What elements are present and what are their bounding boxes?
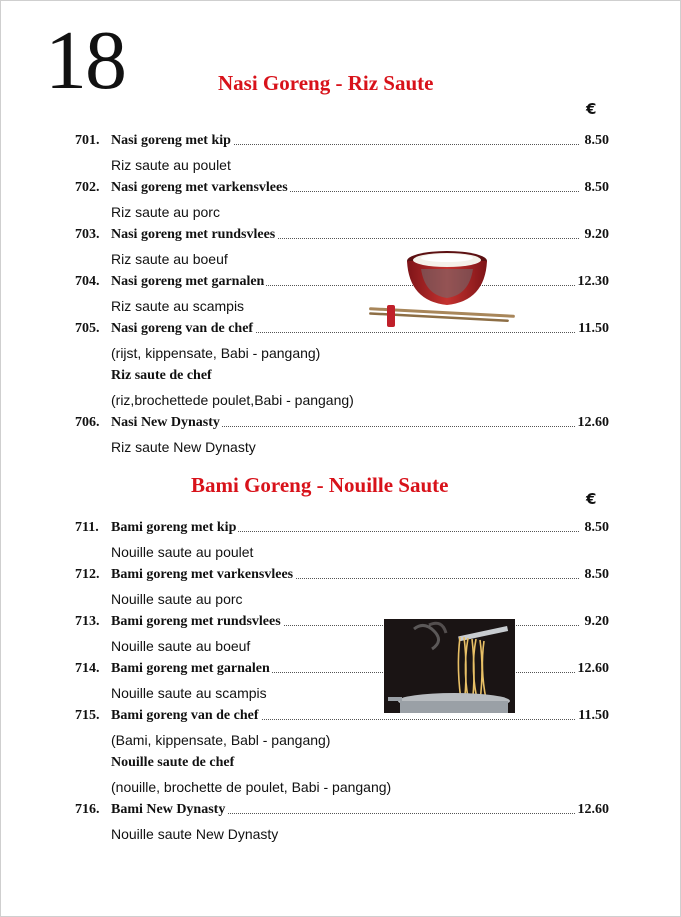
- item-description: Nouille saute au scampis: [111, 684, 267, 701]
- menu-item-row: [75, 274, 609, 294]
- item-name: Bami goreng met varkensvlees: [111, 567, 294, 582]
- item-number: 712.: [75, 567, 100, 582]
- item-number: 716.: [75, 802, 100, 817]
- page-number: 18: [45, 14, 125, 107]
- section-title-nasi: Nasi Goreng - Riz Saute: [218, 71, 434, 95]
- menu-item-row: [75, 227, 609, 247]
- item-price: 8.50: [584, 133, 609, 148]
- item-name: Nasi New Dynasty: [111, 415, 220, 430]
- item-number: 711.: [75, 520, 99, 535]
- item-name: Bami New Dynasty: [111, 802, 226, 817]
- item-number: 704.: [75, 274, 100, 289]
- item-price: 8.50: [584, 567, 609, 582]
- item-price: 9.20: [584, 227, 609, 242]
- item-subtitle: Riz saute de chef: [111, 368, 212, 383]
- item-name: Nasi goreng met varkensvlees: [111, 180, 288, 195]
- item-name: Bami goreng met kip: [111, 520, 237, 535]
- rice-bowl-photo: [367, 241, 517, 333]
- section-title-bami: Bami Goreng - Nouille Saute: [191, 473, 449, 497]
- item-price: 11.50: [578, 321, 609, 336]
- item-description: (nouille, brochette de poulet, Babi - pangang): [111, 778, 392, 795]
- item-name: Bami goreng van de chef: [111, 708, 259, 723]
- item-description: (riz,brochettede poulet,Babi - pangang): [111, 391, 354, 408]
- item-description: Riz saute au porc: [111, 203, 220, 220]
- item-description: Riz saute New Dynasty: [111, 438, 256, 455]
- item-name: Nasi goreng met kip: [111, 133, 231, 148]
- noodle-pot-photo: [384, 619, 515, 713]
- item-price: 12.60: [577, 415, 609, 430]
- menu-item-row: [75, 133, 609, 153]
- item-number: 706.: [75, 415, 100, 430]
- item-price: 11.50: [578, 708, 609, 723]
- item-description: (rijst, kippensate, Babi - pangang): [111, 344, 321, 361]
- currency-symbol: €: [586, 490, 597, 508]
- menu-item-row: [75, 520, 609, 540]
- item-price: 8.50: [584, 520, 609, 535]
- item-number: 714.: [75, 661, 100, 676]
- item-number: 703.: [75, 227, 100, 242]
- item-number: 713.: [75, 614, 100, 629]
- menu-item-row: [75, 321, 609, 341]
- item-description: Riz saute au boeuf: [111, 250, 228, 267]
- item-price: 9.20: [584, 614, 609, 629]
- item-number: 702.: [75, 180, 100, 195]
- menu-item-row: [75, 802, 609, 822]
- item-number: 715.: [75, 708, 100, 723]
- menu-item-row: [75, 614, 609, 634]
- currency-symbol: €: [586, 100, 597, 118]
- item-name: Bami goreng met garnalen: [111, 661, 270, 676]
- menu-item-row: [75, 180, 609, 200]
- menu-item-row: [75, 708, 609, 728]
- item-description: (Bami, kippensate, Babl - pangang): [111, 731, 331, 748]
- item-price: 12.30: [577, 274, 609, 289]
- item-name: Nasi goreng met garnalen: [111, 274, 265, 289]
- item-name: Bami goreng met rundsvlees: [111, 614, 281, 629]
- item-price: 12.60: [577, 802, 609, 817]
- item-number: 701.: [75, 133, 100, 148]
- item-subtitle: Nouille saute de chef: [111, 755, 235, 770]
- menu-item-row: [75, 415, 609, 435]
- item-description: Riz saute au scampis: [111, 297, 245, 314]
- item-price: 8.50: [584, 180, 609, 195]
- item-price: 12.60: [577, 661, 609, 676]
- item-description: Nouille saute au porc: [111, 590, 243, 607]
- item-description: Nouille saute au poulet: [111, 543, 254, 560]
- menu-item-row: [75, 567, 609, 587]
- item-description: Nouille saute au boeuf: [111, 637, 251, 654]
- item-name: Nasi goreng van de chef: [111, 321, 254, 336]
- item-description: Nouille saute New Dynasty: [111, 825, 279, 842]
- item-description: Riz saute au poulet: [111, 156, 231, 173]
- menu-item-row: [75, 661, 609, 681]
- item-number: 705.: [75, 321, 100, 336]
- item-name: Nasi goreng met rundsvlees: [111, 227, 276, 242]
